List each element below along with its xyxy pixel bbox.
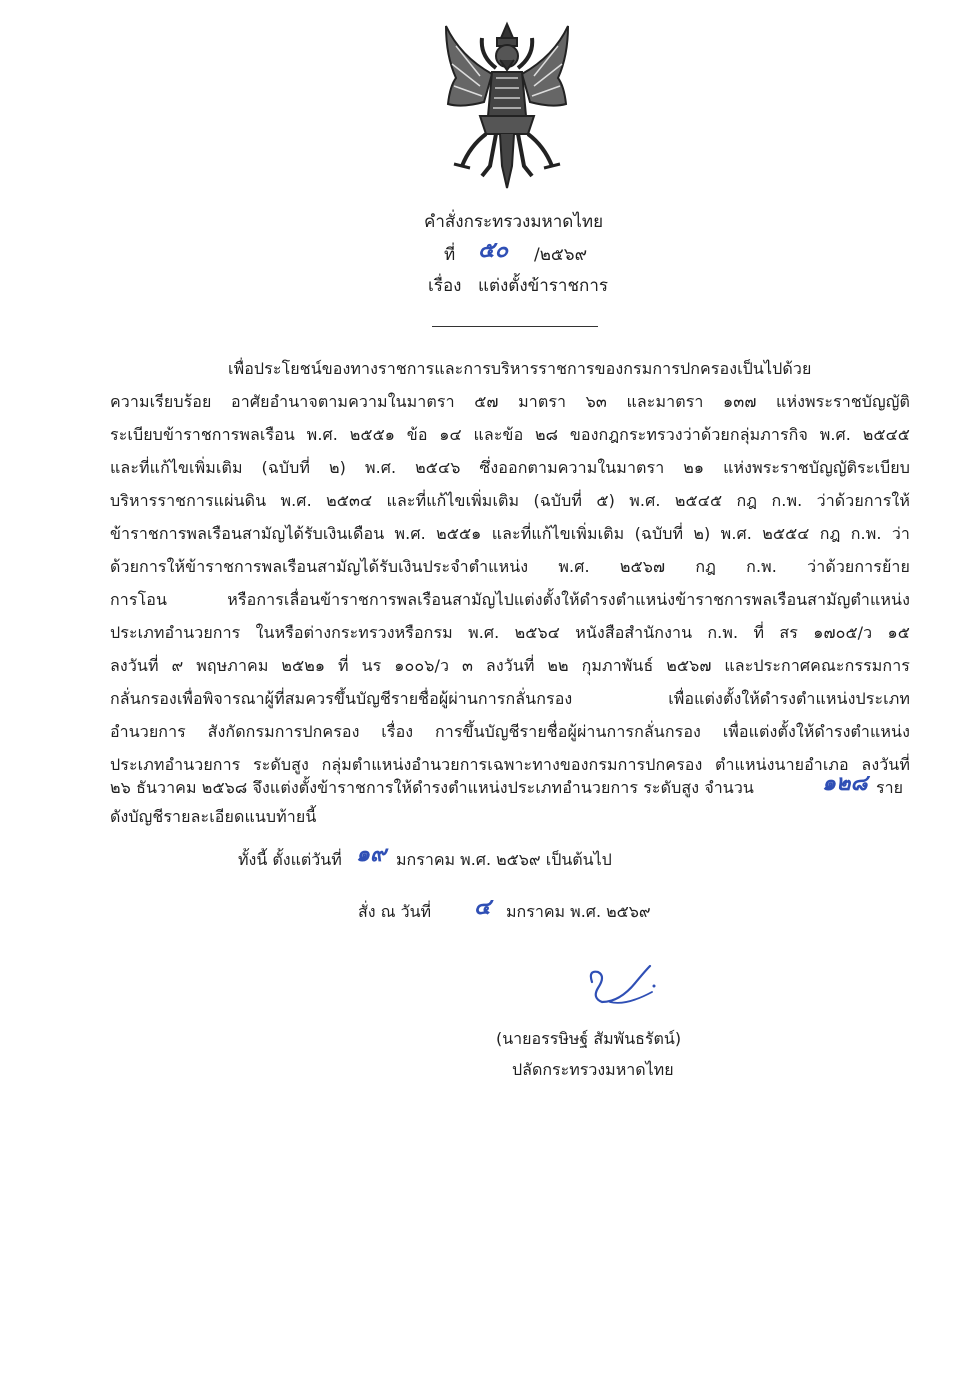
signatory-position: ปลัดกระทรวงมหาดไทย: [512, 1060, 674, 1079]
effective-date-suffix: มกราคม พ.ศ. ๒๕๖๙ เป็นต้นไป: [396, 850, 612, 869]
order-day-handwritten: ๔: [474, 894, 491, 920]
signatory-name: (นายอรรษิษฐ์ สัมพันธรัตน์): [496, 1029, 682, 1048]
body-line: ข้าราชการพลเรือนสามัญได้รับเงินเดือน พ.ศ. ๒๕๕๑ และที่แก้ไขเพิ่มเติม (ฉบับที่ ๒) พ.ศ. ๒๕๕๔ กฎ ก.พ. ว่า: [110, 524, 910, 543]
body-line: ด้วยการให้ข้าราชการพลเรือนสามัญได้รับเงินประจำตำแหน่ง พ.ศ. ๒๕๖๗ กฎ ก.พ. ว่าด้วยการย้าย: [110, 557, 910, 576]
signature-mark-icon: [580, 962, 660, 1012]
subject-label: เรื่อง: [428, 276, 462, 296]
order-number-handwritten: ๕๐: [478, 237, 509, 263]
effective-day-handwritten: ๑๙: [356, 841, 387, 867]
garuda-emblem-icon: [440, 16, 574, 192]
body-line: เพื่อประโยชน์ของทางราชการและการบริหารราชการของกรมการปกครองเป็นไปด้วย: [228, 359, 812, 378]
body-line: ประเภทอำนวยการ ในหรือต่างกระทรวงหรือกรม พ.ศ. ๒๕๖๔ หนังสือสำนักงาน ก.พ. ที่ สร ๑๗๐๕/ว ๑๕: [110, 623, 910, 642]
order-number-label: ที่: [444, 245, 456, 265]
subject-text: แต่งตั้งข้าราชการ: [478, 276, 608, 296]
body-line: ๒๖ ธันวาคม ๒๕๖๘ จึงแต่งตั้งข้าราชการให้ดำรงตำแหน่งประเภทอำนวยการ ระดับสูง จำนวน: [110, 778, 754, 797]
body-line: กลั่นกรองเพื่อพิจารณาผู้ที่สมควรขึ้นบัญชีรายชื่อผู้ผ่านการกลั่นกรอง เพื่อแต่งตั้งให้ดำรงตำแหน่งประเภท: [110, 689, 910, 708]
order-number-year: /๒๕๖๙: [534, 245, 588, 265]
body-line: ลงวันที่ ๙ พฤษภาคม ๒๕๒๑ ที่ นร ๑๐๐๖/ว ๓ ลงวันที่ ๒๒ กุมภาพันธ์ ๒๕๖๗ และประกาศคณะกรรมการ: [110, 656, 910, 675]
body-line: ระเบียบข้าราชการพลเรือน พ.ศ. ๒๕๕๑ ข้อ ๑๔ และข้อ ๒๘ ของกฎกระทรวงว่าด้วยกลุ่มภารกิจ พ.ศ. ๒๕๔๕: [110, 425, 910, 444]
body-line: และที่แก้ไขเพิ่มเติม (ฉบับที่ ๒) พ.ศ. ๒๕๔๖ ซึ่งออกตามความในมาตรา ๒๑ แห่งพระราชบัญญัติระเบียบ: [110, 458, 910, 477]
appointee-count-unit: ราย: [876, 778, 903, 797]
effective-date-prefix: ทั้งนี้ ตั้งแต่วันที่: [238, 850, 342, 869]
header-divider: [432, 326, 598, 327]
order-title: คำสั่งกระทรวงมหาดไทย: [424, 212, 604, 232]
body-line: บริหารราชการแผ่นดิน พ.ศ. ๒๕๓๔ และที่แก้ไขเพิ่มเติม (ฉบับที่ ๕) พ.ศ. ๒๕๔๕ กฎ ก.พ. ว่าด้วยการให้: [110, 491, 910, 510]
body-line: ดังบัญชีรายละเอียดแนบท้ายนี้: [110, 807, 317, 826]
body-line: อำนวยการ สังกัดกรมการปกครอง เรื่อง การขึ้นบัญชีรายชื่อผู้ผ่านการกลั่นกรอง เพื่อแต่งตั้งให้ดำรงตำแหน่ง: [110, 722, 910, 741]
body-line: การโอน หรือการเลื่อนข้าราชการพลเรือนสามัญไปแต่งตั้งให้ดำรงตำแหน่งข้าราชการพลเรือนสามัญตำแหน่ง: [110, 590, 910, 609]
order-date-suffix: มกราคม พ.ศ. ๒๕๖๙: [506, 902, 651, 921]
body-line: ประเภทอำนวยการ ระดับสูง กลุ่มตำแหน่งอำนวยการเฉพาะทางของกรมการปกครอง ตำแหน่งนายอำเภอ ลงวันที่: [110, 755, 910, 774]
order-date-prefix: สั่ง ณ วันที่: [358, 902, 432, 921]
appointee-count-handwritten: ๑๒๘: [822, 770, 868, 796]
body-line: ความเรียบร้อย อาศัยอำนาจตามความในมาตรา ๕๗ มาตรา ๖๓ และมาตรา ๑๓๗ แห่งพระราชบัญญัติ: [110, 392, 910, 411]
